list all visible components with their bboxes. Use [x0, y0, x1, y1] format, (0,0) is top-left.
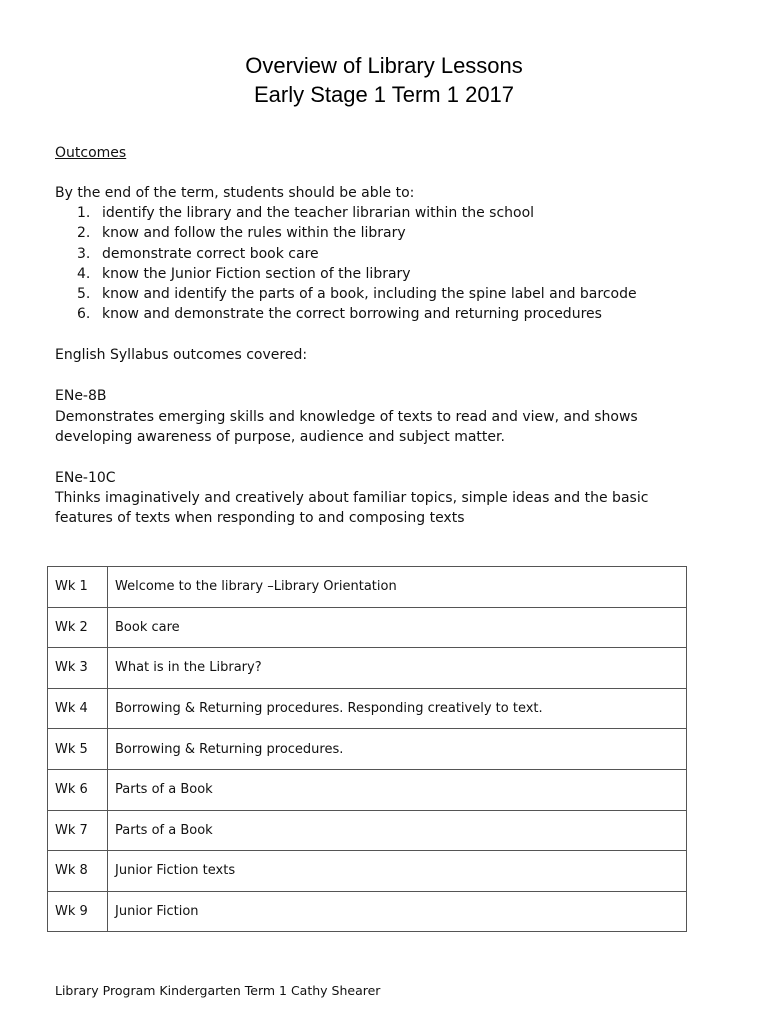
topic-cell: Borrowing & Returning procedures. Responding creatively to text. [108, 688, 687, 729]
table-row [48, 567, 687, 608]
syllabus-code: ENe-8B [55, 388, 107, 404]
week-cell: Wk 5 [48, 729, 108, 770]
outcome-item [55, 284, 637, 304]
table-row [48, 607, 687, 648]
topic-cell: Parts of a Book [108, 810, 687, 851]
table-row [48, 769, 687, 810]
topic-cell: Borrowing & Returning procedures. [108, 729, 687, 770]
outcome-item [55, 223, 637, 243]
outcome-text: know and follow the rules within the library [102, 225, 406, 242]
outcome-item [55, 203, 637, 223]
week-cell: Wk 3 [48, 648, 108, 689]
document-subtitle: Early Stage 1 Term 1 2017 [253, 82, 515, 107]
lessons-table [47, 566, 687, 932]
topic-cell: Junior Fiction texts [108, 851, 687, 892]
table-row [48, 891, 687, 932]
syllabus-description: developing awareness of purpose, audience and subject matter. [55, 429, 505, 445]
table-row [48, 851, 687, 892]
table-row [48, 729, 687, 770]
syllabus-code: ENe-10C [55, 470, 116, 486]
outcome-text: identify the library and the teacher librarian within the school [102, 205, 535, 221]
page-footer: Library Program Kindergarten Term 1 Cathy Shearer [55, 983, 381, 998]
outcome-number: 2. [77, 225, 91, 242]
outcome-number: 3. [77, 245, 91, 262]
outcome-text: know the Junior Fiction section of the library [102, 265, 411, 282]
week-cell: Wk 8 [48, 851, 108, 892]
week-cell: Wk 9 [48, 891, 108, 932]
syllabus-description: Demonstrates emerging skills and knowledge of texts to read and view, and shows [55, 409, 638, 425]
outcome-text: demonstrate correct book care [102, 245, 319, 262]
outcome-text: know and demonstrate the correct borrowing and returning procedures [102, 306, 602, 323]
outcome-item [55, 244, 637, 264]
week-cell: Wk 6 [48, 769, 108, 810]
outcome-item [55, 304, 637, 324]
week-cell: Wk 1 [48, 567, 108, 608]
outcome-number: 5. [77, 286, 91, 303]
outcomes-heading: Outcomes [55, 145, 127, 161]
topic-cell: What is in the Library? [108, 648, 687, 689]
topic-cell: Parts of a Book [108, 769, 687, 810]
syllabus-description: features of texts when responding to and composing texts [55, 510, 465, 526]
outcome-item [55, 264, 637, 284]
outcomes-list [55, 203, 637, 325]
topic-cell: Junior Fiction [108, 891, 687, 932]
topic-cell: Welcome to the library –Library Orientation [108, 567, 687, 608]
week-cell: Wk 4 [48, 688, 108, 729]
topic-cell: Book care [108, 607, 687, 648]
syllabus-description: Thinks imaginatively and creatively about familiar topics, simple ideas and the basic [55, 490, 649, 506]
outcome-number: 1. [77, 205, 91, 221]
outcome-text: know and identify the parts of a book, including the spine label and barcode [102, 286, 637, 303]
week-cell: Wk 2 [48, 607, 108, 648]
syllabus-heading: English Syllabus outcomes covered: [55, 347, 308, 363]
outcome-number: 6. [77, 306, 91, 323]
outcome-number: 4. [77, 265, 91, 282]
week-cell: Wk 7 [48, 810, 108, 851]
table-row [48, 810, 687, 851]
outcomes-intro: By the end of the term, students should be able to: [55, 185, 415, 201]
table-row [48, 688, 687, 729]
table-row [48, 648, 687, 689]
document-title: Overview of Library Lessons [245, 53, 523, 78]
